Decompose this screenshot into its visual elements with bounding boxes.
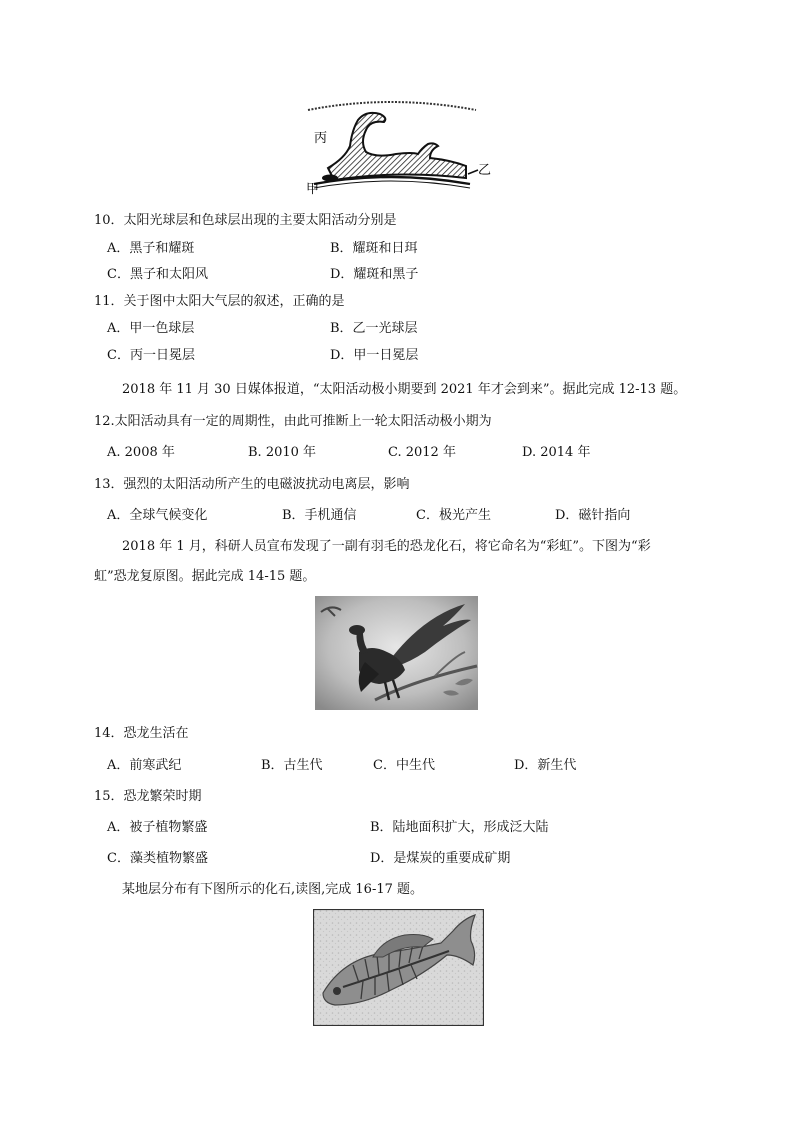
q10-option-b[interactable]: B．耀斑和日珥: [330, 241, 418, 256]
chromosphere-spot: [322, 175, 338, 182]
intro-16-17: 某地层分布有下图所示的化石,读图,完成 16-17 题。: [122, 882, 424, 897]
prominence-shape: [328, 113, 466, 180]
q11-option-b[interactable]: B．乙一光球层: [330, 321, 418, 336]
q11-option-c[interactable]: C．丙一日冕层: [107, 348, 195, 363]
q10-option-c[interactable]: C．黑子和太阳风: [107, 267, 208, 282]
q12-stem: 12.太阳活动具有一定的周期性，由此可推断上一轮太阳活动极小期为: [94, 414, 492, 429]
intro-14-15-line1: 2018 年 1 月，科研人员宣布发现了一副有羽毛的恐龙化石，将它命名为“彩虹”。下图为“彩: [122, 539, 651, 554]
q12-option-b[interactable]: B. 2010 年: [248, 445, 317, 460]
label-bing: 丙: [314, 131, 328, 146]
yi-pointer: [468, 170, 478, 174]
q12-option-c[interactable]: C. 2012 年: [388, 445, 456, 460]
q15-option-b[interactable]: B．陆地面积扩大，形成泛大陆: [370, 820, 549, 835]
label-yi: 乙: [478, 163, 492, 178]
q11-option-d[interactable]: D．甲一日冕层: [330, 348, 419, 363]
solar-atmosphere-diagram: [300, 96, 500, 196]
q14-stem: 14．恐龙生活在: [94, 726, 189, 741]
q12-option-a[interactable]: A. 2008 年: [107, 445, 175, 460]
dinosaur-reconstruction-image: [315, 596, 478, 710]
q13-option-d[interactable]: D．磁针指向: [555, 508, 631, 523]
q15-option-d[interactable]: D．是煤炭的重要成矿期: [370, 851, 511, 866]
label-jia: 甲: [306, 182, 320, 196]
photosphere-line-inner: [314, 181, 470, 188]
q13-stem: 13．强烈的太阳活动所产生的电磁波扰动电离层，影响: [94, 477, 410, 492]
q14-option-b[interactable]: B．古生代: [261, 758, 323, 773]
q10-option-d[interactable]: D．耀斑和黑子: [330, 267, 419, 282]
q15-option-a[interactable]: A．被子植物繁盛: [107, 820, 208, 835]
q14-option-c[interactable]: C．中生代: [373, 758, 435, 773]
dino-head: [349, 625, 365, 635]
q10-option-a[interactable]: A．黑子和耀斑: [107, 241, 195, 256]
q15-stem: 15．恐龙繁荣时期: [94, 789, 202, 804]
q14-option-d[interactable]: D．新生代: [514, 758, 577, 773]
q14-option-a[interactable]: A．前寒武纪: [107, 758, 182, 773]
q10-stem: 10．太阳光球层和色球层出现的主要太阳活动分别是: [94, 213, 397, 228]
fish-fossil-image: [313, 909, 484, 1026]
q13-option-a[interactable]: A．全球气候变化: [107, 508, 208, 523]
q13-option-c[interactable]: C．极光产生: [416, 508, 491, 523]
q15-option-c[interactable]: C．藻类植物繁盛: [107, 851, 208, 866]
intro-14-15-line2: 虹”恐龙复原图。据此完成 14-15 题。: [94, 569, 316, 584]
q13-option-b[interactable]: B．手机通信: [282, 508, 357, 523]
q11-stem: 11．关于图中太阳大气层的叙述，正确的是: [94, 294, 345, 309]
intro-12-13: 2018 年 11 月 30 日媒体报道，“太阳活动极小期要到 2021 年才会到来”。据此完成 12-13 题。: [122, 382, 687, 397]
fish-eye: [333, 987, 341, 995]
corona-dotted-arc: [308, 102, 476, 110]
q12-option-d[interactable]: D. 2014 年: [522, 445, 591, 460]
q11-option-a[interactable]: A．甲一色球层: [107, 321, 195, 336]
